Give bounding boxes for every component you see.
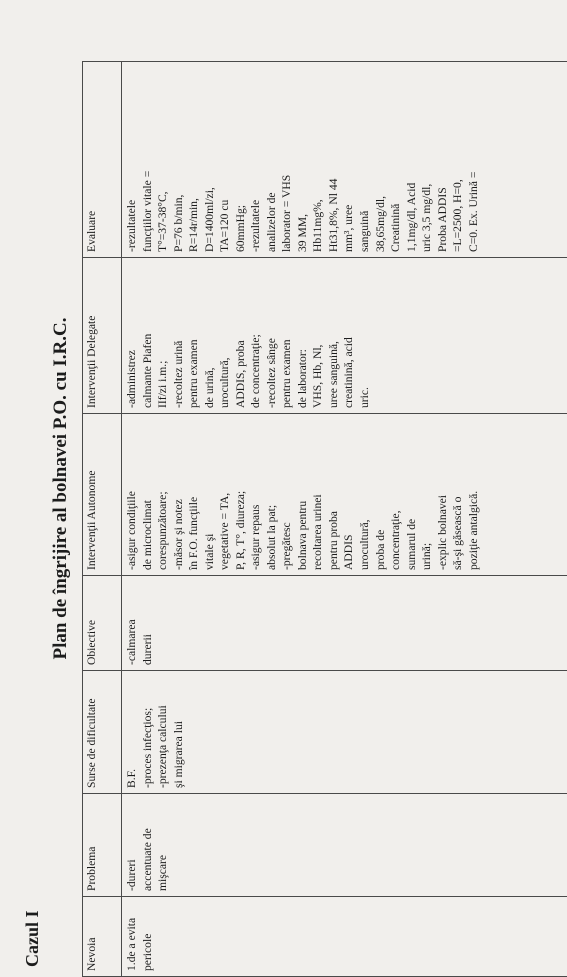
- cell-line: de laborator:: [295, 349, 309, 408]
- cell-line: accentuate de: [140, 828, 154, 891]
- cell-line: 1,1mg/dl, Acid: [404, 182, 418, 252]
- cell-line: -administrez: [125, 350, 138, 408]
- cell-line: -recoltez urină: [171, 340, 185, 408]
- cell-line: C=0. Ex. Urină =: [466, 171, 480, 252]
- cell-line: IIf/zi i.m.;: [156, 360, 170, 408]
- header-obiective: Obiective: [83, 576, 122, 671]
- cell-line: în F.O. funcţiile: [187, 496, 201, 570]
- cell-line: T°=37-38°C,: [156, 191, 170, 252]
- cell-line: Ht31,8%, Nl 44: [326, 178, 340, 252]
- cell-line: urocultură,: [218, 357, 232, 408]
- header-autonome: Intervenţii Autonome: [83, 414, 122, 576]
- cell-line: absolut la pat;: [264, 504, 278, 570]
- header-surse: Surse de dificultate: [83, 671, 122, 794]
- cell-line: de urină,: [202, 367, 216, 408]
- header-evaluare: Evaluare: [83, 62, 122, 258]
- header-row: [83, 62, 122, 977]
- cell-line: D=1400ml/zi,: [202, 187, 216, 252]
- cell-line: corespunzătoare;: [156, 491, 170, 570]
- plan-title: Plan de îngrijire al bolnavei P.O. cu I.R.C.: [50, 317, 71, 660]
- cell-line: uree sanguină,: [326, 341, 340, 408]
- cell-line: -măsor şi notez: [171, 499, 185, 570]
- cell-line: ADDIS, proba: [233, 340, 247, 408]
- cell-line: creatinină, acid: [342, 337, 356, 408]
- cell-line: P, R, T°, diureza;: [233, 490, 247, 570]
- cell-line: -explic bolnavei: [435, 494, 449, 570]
- cell-line: pentru examen: [280, 339, 294, 408]
- cell-line: uric.: [357, 387, 371, 408]
- cell-line: urină;: [420, 542, 434, 570]
- cell-line: sanguină: [357, 210, 371, 252]
- cell-line: -rezultatele: [125, 199, 138, 252]
- cell-line: urocultură,: [357, 519, 371, 570]
- cell-line: uric 3,5 mg/dl,: [420, 183, 434, 252]
- cell-line: mm³, uree: [342, 204, 356, 252]
- cell-line: de microclimat: [140, 500, 154, 570]
- cell-line: 1.de a evita: [125, 917, 138, 971]
- cell-line: -recoltez sânge: [264, 338, 278, 408]
- cell-line: Proba ADDIS: [435, 187, 449, 252]
- cell-line: bolnava pentru: [295, 500, 309, 570]
- cell-line: 38,65mg/dl,: [373, 195, 387, 252]
- cell-autonome: [122, 414, 567, 576]
- cell-line: P=76 b/min,: [171, 194, 185, 252]
- cell-line: pentru proba: [326, 511, 340, 570]
- cell-line: laborator = VHS: [280, 174, 294, 252]
- cell-line: pericole: [140, 933, 154, 971]
- cell-line: -rezultatele: [249, 199, 263, 252]
- cell-nevoia: [122, 897, 567, 977]
- cell-line: B.F.: [125, 768, 138, 788]
- header-nevoia: Nevoia: [83, 897, 122, 977]
- cell-line: VHS, Hb, Nl,: [311, 344, 325, 408]
- cell-line: -prezenţa calcului: [156, 705, 170, 788]
- cell-line: R=14r/min,: [187, 198, 201, 252]
- cell-line: -proces infecţios;: [140, 707, 154, 788]
- case-title: Cazul I: [22, 910, 42, 967]
- cell-line: sumarul de: [404, 518, 418, 570]
- cell-line: şi migrarea lui: [171, 721, 185, 788]
- cell-line: vitale şi: [202, 533, 216, 570]
- cell-line: Hb11mg%,: [311, 199, 325, 252]
- cell-line: concentraţie,: [389, 510, 403, 570]
- cell-line: ADDIS: [342, 534, 356, 570]
- cell-line: 39 MM,: [295, 213, 309, 252]
- cell-line: să-şi găsească o: [451, 496, 465, 570]
- cell-problema: [122, 794, 567, 897]
- cell-line: Creatinină: [389, 203, 403, 252]
- cell-line: recoltarea urinei: [311, 494, 325, 570]
- cell-line: de concentraţie;: [249, 334, 263, 408]
- cell-line: pentru examen: [187, 339, 201, 408]
- cell-line: vegetative = TA,: [218, 492, 232, 570]
- cell-surse: [122, 671, 567, 794]
- header-problema: Problema: [83, 794, 122, 897]
- table-row: [122, 62, 567, 977]
- cell-obiective: [122, 576, 567, 671]
- cell-line: -pregătesc: [280, 522, 294, 570]
- header-delegate: Intervenţii Delegate: [83, 258, 122, 414]
- cell-line: proba de: [373, 529, 387, 570]
- cell-line: -calmarea: [125, 619, 138, 665]
- cell-line: TA=120 cu: [218, 199, 232, 252]
- cell-evaluare: [122, 62, 567, 258]
- cell-line: calmante Piafen: [140, 333, 154, 408]
- cell-line: poziţie antalgică.: [466, 490, 480, 570]
- cell-line: -asigur condiţiile: [125, 491, 138, 570]
- cell-line: -dureri: [125, 859, 138, 891]
- care-plan-table: [82, 61, 567, 977]
- cell-line: funcţiilor vitale =: [140, 170, 154, 252]
- cell-line: -asigur repaus: [249, 504, 263, 570]
- cell-line: durerii: [140, 634, 154, 665]
- cell-line: =L=2500, H=0,: [451, 179, 465, 252]
- cell-line: analizelor de: [264, 192, 278, 252]
- cell-line: mişcare: [156, 854, 170, 891]
- cell-line: 60mmHg;: [233, 204, 247, 252]
- cell-delegate: [122, 258, 567, 414]
